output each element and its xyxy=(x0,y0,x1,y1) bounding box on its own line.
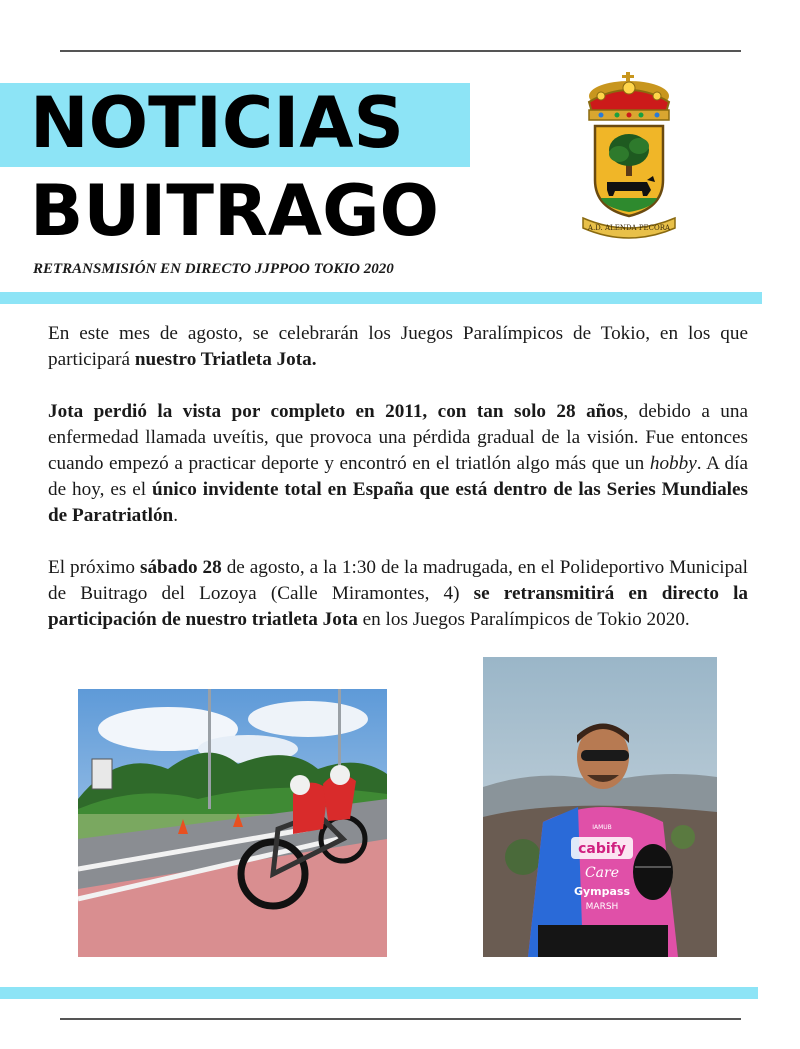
paragraph-3-run: sábado 28 xyxy=(140,557,222,578)
crown-icon xyxy=(589,72,669,120)
paragraph-2-run: único invidente total en España que está dentro de las Series Mundiales de Paratriatlón xyxy=(48,479,748,526)
paragraph-3-run: en los Juegos Paralímpicos de Tokio 2020. xyxy=(357,609,690,630)
paragraph-2-run: , debido a una enfermedad llamada uveítis, que provoca una pérdida gradual de la visión. Fue entonces cuando empezó a practicar deporte y encontró en el triatlón algo más que un xyxy=(48,401,748,474)
title-line-2: BUITRAGO xyxy=(30,170,440,252)
top-accent-band xyxy=(0,292,762,304)
paragraph-2-run: Jota perdió la vista por completo en 2011, con tan solo 28 años xyxy=(48,401,624,422)
paragraph-3-run: se retransmitirá en directo la participación de nuestro triatleta Jota xyxy=(48,583,748,630)
athlete-portrait-photo xyxy=(483,657,717,957)
paragraph-1-run: En este mes de agosto, se celebrarán los Juegos Paralímpicos de Tokio, en los que participará xyxy=(48,323,748,370)
jersey-text-3: Gympass xyxy=(573,885,631,898)
paragraph-2-run: . xyxy=(173,505,179,526)
crest-motto: A.D. ALENDA PECORA xyxy=(587,224,671,232)
paragraph-3-run: El próximo xyxy=(48,557,140,578)
article-body xyxy=(48,321,748,659)
jersey-text-5: IAMUB xyxy=(592,824,612,831)
paragraph-3 xyxy=(48,555,748,633)
tandem-cycling-photo xyxy=(78,689,387,957)
bottom-rule xyxy=(60,1018,741,1020)
subtitle: RETRANSMISIÓN EN DIRECTO JJPPOO TOKIO 2020 xyxy=(33,261,394,277)
paragraph-2-run: hobby xyxy=(649,453,697,474)
jersey-text-4: MARSH xyxy=(585,902,619,912)
jersey-text-1: cabify xyxy=(578,841,626,857)
paragraph-2-run: . A día de hoy, es el xyxy=(48,453,748,500)
bottom-accent-band xyxy=(0,987,758,999)
jersey-text-2: Care xyxy=(584,865,620,881)
paragraph-3-run: de agosto, a la 1:30 de la madrugada, en el Polideportivo Municipal de Buitrago del Lozoya (Calle Miramontes, 4) xyxy=(48,557,749,604)
coat-of-arms-icon xyxy=(577,70,681,240)
paragraph-1-run: nuestro Triatleta Jota. xyxy=(134,349,317,370)
top-rule xyxy=(60,50,741,52)
paragraph-1 xyxy=(48,321,748,373)
title-line-1: NOTICIAS xyxy=(30,82,404,164)
paragraph-2 xyxy=(48,399,748,529)
